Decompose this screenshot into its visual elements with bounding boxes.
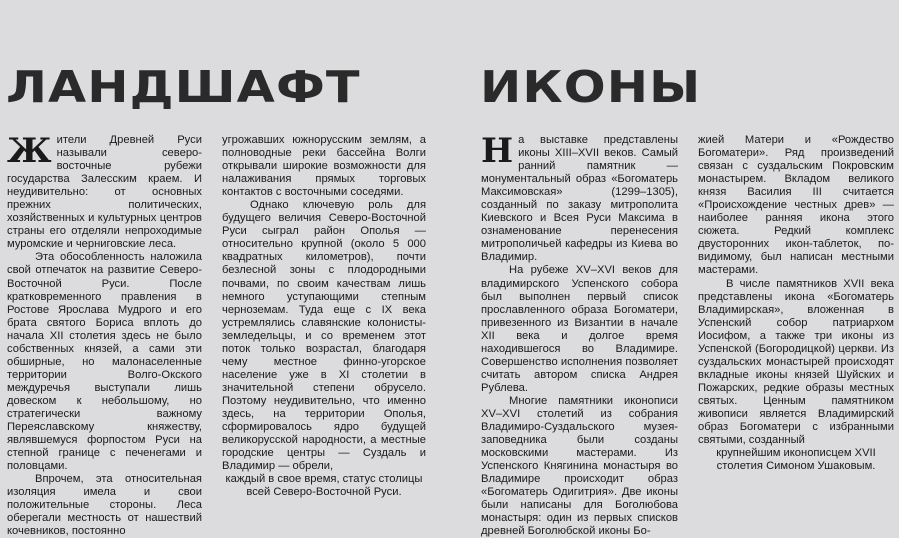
paragraph: Многие памятники иконописи XV–XVI столетий из собрания Владимиро-Суздальского музея-заповедника были созданы московскими мастерами. Из Успенского Княгинина монастыря во Владимире происходит образ «Богоматерь Одигитрия». Две иконы были написаны для Боголюбова монастыря: один из первых списков древней Боголюбской иконы Бо-	[481, 394, 678, 538]
paragraph: угрожавших южнорусским землям, а полноводные реки бассейна Волги открывали широкие возможности для налаживания прямых торговых контактов с восточными соседями.	[222, 134, 426, 199]
paragraph: Эта обособленность наложила свой отпечаток на развитие Северо-Восточной Руси. После кратковременного правления в Ростове Ярослава Мудрого и его брата святого Бориса вплоть до начала XII столетия здесь не было собственных князей, а сами эти обширные, но малонаселенные территории Волго-Окского междуречья выступали лишь довеском к небольшому, но стратегически важному Переяславскому княжеству, являвшемуся форпостом Руси на степной границе с печенегами и половцами.	[7, 251, 202, 473]
paragraph: В числе памятников XVII века представлены икона «Богоматерь Владимирская», вложенная в Успенский собор патриархом Иосифом, а также три иконы из Успенской (Богородицкой) церкви. Из суздальских монастырей происходят вкладные иконы князей Шуйских и Пожарских, редкие образы местных святых. Ценным памятником живописи является Владимирский образ Богоматери с избранными святыми, созданный	[698, 277, 894, 447]
paragraph	[7, 131, 202, 251]
paragraph: Впрочем, эта относительная изоляция имела и свои положительные стороны. Леса оберегали местность от нашествий кочевников, постоянно	[7, 473, 202, 538]
text-column-2	[222, 134, 426, 499]
text-column-3	[481, 131, 678, 538]
section-title-icons: ИКОНЫ	[480, 62, 702, 113]
paragraph-closing: крупнейшим иконописцем XVII столетия Симоном Ушаковым.	[716, 447, 876, 473]
text-column-4	[698, 134, 894, 473]
paragraph-text: а выставке представлены иконы XIII–XVII веков. Самый ранний памятник — монументальный образ «Богоматерь Максимовская» (1299–1305), созданный по заказу митрополита Киевского и Всея Руси Максима в ознаменование перенесения митрополичьей кафедры из Киева во Владимир.	[481, 134, 678, 264]
paragraph: На рубеже XV–XVI веков для владимирского Успенского собора был выполнен первый список прославленного образа Богоматери, привезенного из Византии в начале XII века и долгое время находившегося во Владимире. Совершенство исполнения позволяет считать автором списка Андрея Рублева.	[481, 264, 678, 394]
section-title-landscape: ЛАНДШАФТ	[6, 62, 361, 113]
paragraph	[481, 131, 678, 264]
paragraph-closing: каждый в свое время, статус столицы всей Северо-Восточной Руси.	[225, 473, 423, 499]
paragraph: жией Матери и «Рождество Богоматери». Ряд произведений связан с суздальским Покровским монастырем. Вкладом великого князя Василия III считается «Происхождение честных древ» — наиболее ранняя икона этого сюжета. Редкий комплекс двусторонних икон-таблеток, по-видимому, был написан местными мастерами.	[698, 134, 894, 277]
paragraph: Однако ключевую роль для будущего величия Северо-Восточной Руси сыграл район Ополья — относительно крупной (около 5 000 квадратных километров), почти безлесной зоны с плодородными почвами, по своим качествам лишь немного уступающими степным черноземам. Туда еще с IX века устремлялись славянские колонисты-земледельцы, и со временем этот поток только возрастал, благодаря чему местное финно-угорское население уже в XI столетии в значительной степени обрусело. Поэтому неудивительно, что именно здесь, на территории Ополья, сформировалось ядро будущей великорусской народности, а местные городские центры — Суздаль и Владимир — обрели,	[222, 199, 426, 473]
drop-cap: Ж	[7, 131, 52, 171]
text-column-1	[7, 131, 202, 538]
paragraph-text: ители Древней Руси называли северо-восточные рубежи государства Залесским краем. И неудивительно: от основных прежних политических, хозяйственных и культурных центров страны его отделяли непроходимые муромские и черниговские леса.	[7, 134, 202, 251]
drop-cap: Н	[481, 131, 514, 171]
